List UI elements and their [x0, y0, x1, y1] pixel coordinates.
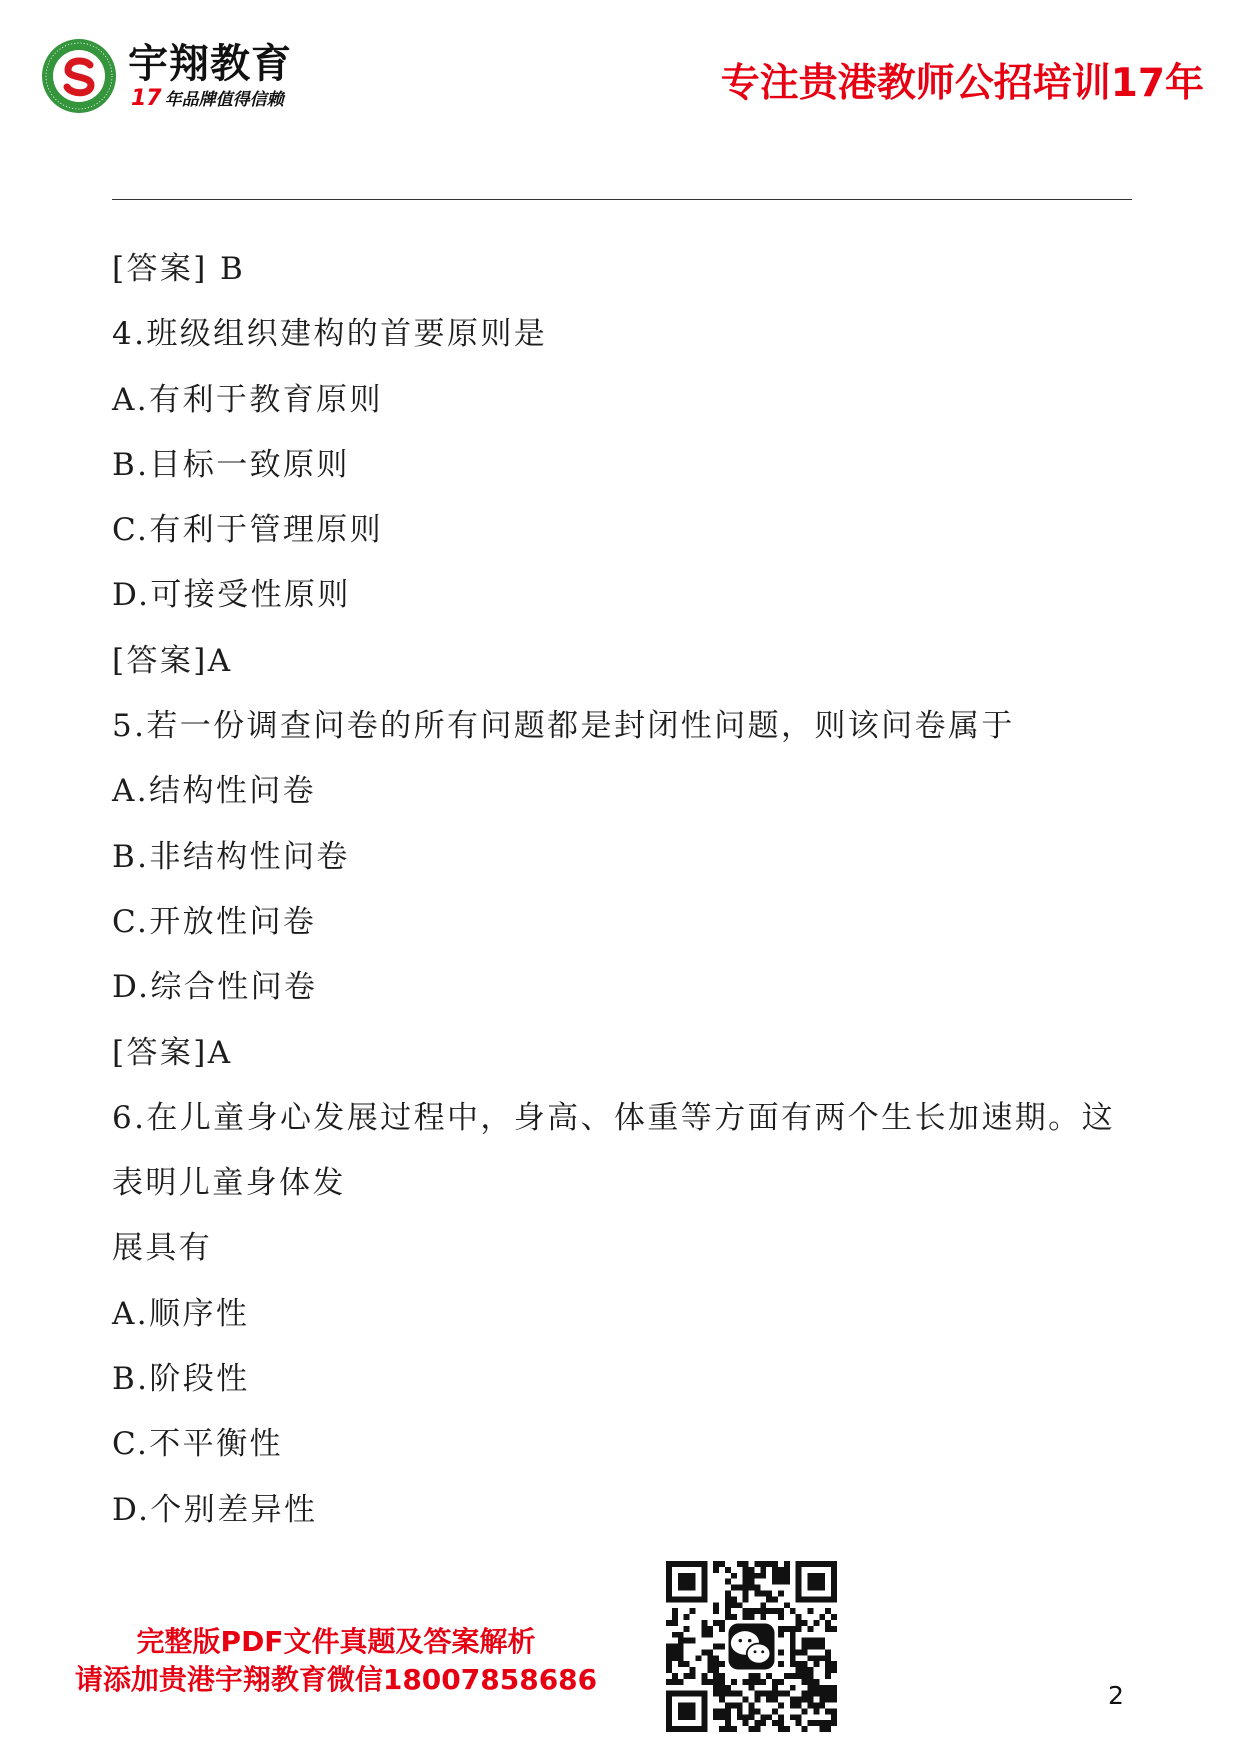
promo-line-1: 完整版PDF文件真题及答案解析	[136, 1625, 536, 1658]
question-6-stem-line-3: 展具有	[112, 1230, 213, 1267]
question-6-option-d: D.个别差异性	[112, 1491, 318, 1528]
promo-block	[56, 1623, 616, 1699]
question-5-option-d: D.综合性问卷	[112, 969, 318, 1006]
previous-answer: [答案] B	[112, 251, 246, 287]
question-5-answer: [答案]A	[112, 1034, 233, 1071]
page-number: 2	[1108, 1681, 1124, 1710]
question-4-answer: [答案]A	[112, 642, 233, 679]
qr-finder-bottom-left	[666, 1691, 707, 1732]
question-4-option-a: A.有利于教育原则	[112, 381, 383, 418]
qr-code	[666, 1561, 837, 1732]
question-4-option-c: C.有利于管理原则	[112, 512, 384, 549]
promo-line-2: 请添加贵港宇翔教育微信18007858686	[74, 1663, 598, 1696]
brand-name: 宇翔教育	[128, 40, 292, 87]
question-4-stem: 4.班级组织建构的首要原则是	[112, 316, 548, 353]
question-6-option-c: C.不平衡性	[112, 1426, 283, 1463]
qr-finder-top-right	[796, 1561, 837, 1602]
question-6-stem-line-1: 6.在儿童身心发展过程中，身高、体重等方面有两个生长加速期。这	[112, 1099, 1115, 1136]
question-5-option-c: C.开放性问卷	[112, 903, 317, 940]
question-6-option-b: B.阶段性	[112, 1361, 250, 1398]
question-6-stem-line-2: 表明儿童身体发	[112, 1165, 346, 1202]
brand-slogan-text: 年品牌值得信赖	[164, 90, 284, 110]
brand-years: 17	[131, 86, 162, 111]
question-5-option-b: B.非结构性问卷	[112, 838, 350, 875]
brand-logo-icon	[39, 36, 119, 116]
question-4-option-b: B.目标一致原则	[112, 446, 350, 483]
header-divider	[112, 199, 1132, 200]
qr-finder-top-left	[666, 1561, 707, 1602]
question-content	[112, 237, 1115, 1543]
question-5-stem: 5.若一份调查问卷的所有问题都是封闭性问题，则该问卷属于	[112, 708, 1015, 745]
question-5-option-a: A.结构性问卷	[112, 773, 317, 810]
question-4-option-d: D.可接受性原则	[112, 577, 351, 614]
wechat-icon	[725, 1620, 778, 1673]
question-6-option-a: A.顺序性	[112, 1295, 250, 1332]
header-tagline: 专注贵港教师公招培训17年	[720, 61, 1204, 106]
brand-slogan	[131, 88, 284, 111]
